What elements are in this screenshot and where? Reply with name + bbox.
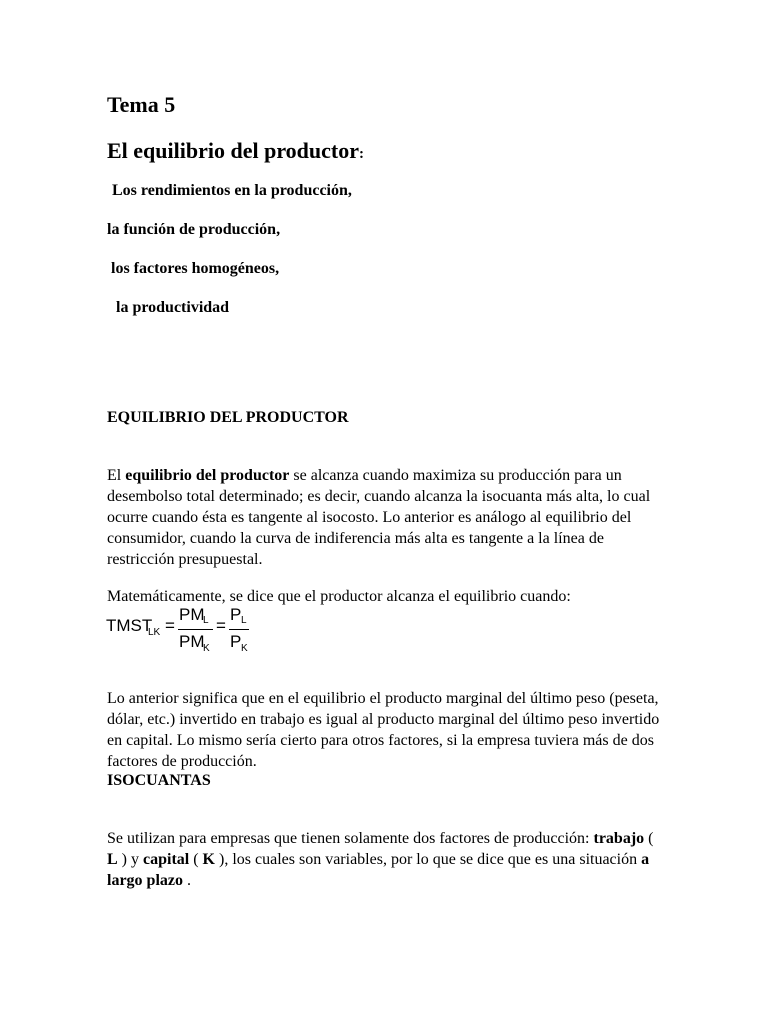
paragraph-matematicamente: Matemáticamente, se dice que el productor alcanza el equilibrio cuando: [107, 588, 571, 605]
subtitle-text: El equilibrio del productor [107, 138, 360, 163]
topic-item: la función de producción, [107, 221, 281, 238]
formula-num2: P [230, 605, 242, 624]
formula-lhs-sub: LK [148, 627, 161, 638]
section-heading-equilibrio: EQUILIBRIO DEL PRODUCTOR [107, 409, 349, 426]
formula-fraction-bar-1 [178, 629, 213, 630]
section-heading-isocuantas: ISOCUANTAS [107, 772, 211, 789]
topic-item: la productividad [116, 299, 230, 316]
bold-term-largo-plazo: a largo plazo [107, 851, 650, 889]
formula-den2: P [230, 632, 242, 651]
paragraph-isocuantas [107, 828, 667, 891]
bold-term-capital: capital [143, 851, 190, 868]
text-run: ) y [117, 851, 143, 868]
bold-term-K: K [202, 851, 215, 868]
formula-den2-sub: K [241, 643, 248, 654]
formula-num2-sub: L [241, 615, 247, 626]
text-run: Se utilizan para empresas que tienen solamente dos factores de producción: [107, 830, 594, 847]
formula-den1-sub: K [203, 643, 210, 654]
page-subtitle [107, 138, 364, 164]
bold-term: equilibrio del productor [125, 467, 290, 484]
subtitle-colon: : [359, 146, 365, 162]
text-run: El [107, 467, 126, 484]
bold-term-L: L [107, 851, 118, 868]
text-run: . [183, 872, 191, 889]
formula-equals-1: = [165, 616, 175, 635]
formula-num1-sub: L [203, 615, 209, 626]
formula-den1: PM [179, 632, 205, 651]
page-title: Tema 5 [107, 92, 176, 117]
formula-fraction-bar-2 [229, 629, 249, 630]
topic-item: Los rendimientos en la producción, [112, 182, 352, 199]
text-run: ( [189, 851, 203, 868]
formula-num1: PM [179, 605, 205, 624]
paragraph-producto-marginal: Lo anterior significa que en el equilibrio el producto marginal del último peso (peseta, dólar, etc.) invertido en trabajo es igual al producto marginal del último peso invertido en capital. Lo mismo sería cierto para otros factores, si la empresa tuviera más de dos factores de producción. [107, 690, 660, 770]
equilibrium-formula [106, 605, 286, 655]
text-run: ), los cuales son variables, por lo que se dice que es una situación [215, 851, 642, 868]
formula-equals-2: = [216, 616, 226, 635]
text-run: ( [644, 830, 654, 847]
formula-lhs: TMST [106, 616, 153, 635]
paragraph-equilibrio-definition [107, 465, 667, 570]
bold-term-trabajo: trabajo [593, 830, 645, 847]
text-run: se alcanza cuando maximiza su producción para un desembolso total determinado; es decir, cuando alcanza la isocuanta más alta, lo cual ocurre cuando ésta es tangente al isocosto. Lo anterior es análogo al equilibrio del consumidor, cuando la curva de indiferencia más alta es tangente a la línea de restricción presupuestal. [107, 467, 651, 568]
topic-item: los factores homogéneos, [111, 260, 280, 277]
